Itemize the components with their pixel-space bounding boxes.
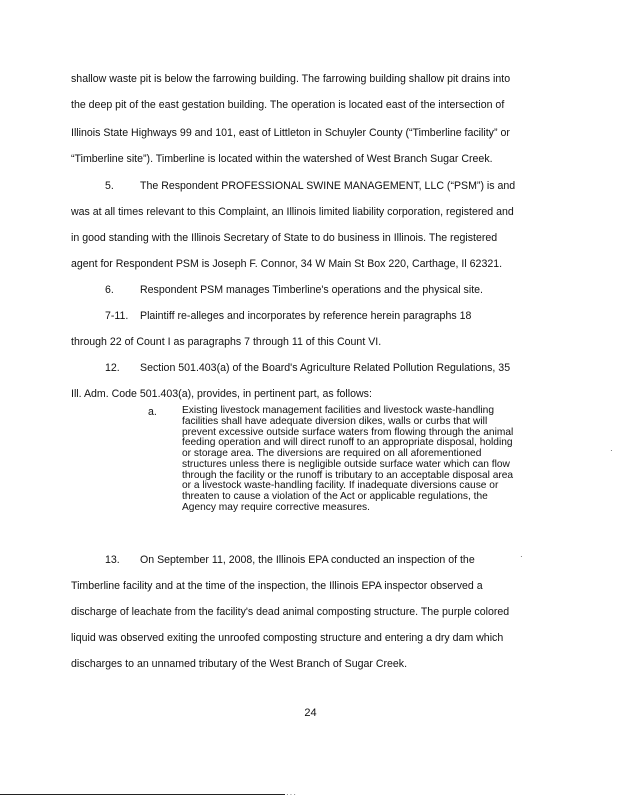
body-line: in good standing with the Illinois Secretary of State to do business in Illinois. The registered	[71, 232, 498, 244]
quote-line: through the facility or the runoff is tributary to an acceptable disposal area	[182, 469, 514, 481]
paragraph-number: 7-11.	[105, 310, 129, 322]
scan-artifact: ···	[286, 790, 297, 799]
body-line: discharge of leachate from the facility's dead animal composting structure. The purple colored	[71, 606, 510, 618]
body-line: through 22 of Count I as paragraphs 7 through 11 of this Count VI.	[71, 336, 382, 348]
footer-rule	[0, 794, 285, 795]
quote-line: or a livestock waste-handling facility. If inadequate diversions cause or	[182, 480, 499, 492]
quote-line: Existing livestock management facilities and livestock waste-handling	[182, 405, 495, 416]
quote-line: facilities shall have adequate diversion dikes, walls or curbs that will	[182, 415, 488, 427]
quote-line: or storage area. The diversions are required on all aforementioned	[182, 448, 482, 459]
quote-line: feeding operation and will direct runoff to an appropriate disposal, holding	[182, 437, 513, 449]
body-line: Respondent PSM manages Timberline's operations and the physical site.	[140, 284, 483, 296]
page-number: 24	[304, 707, 317, 719]
body-line: agent for Respondent PSM is Joseph F. Connor, 34 W Main St Box 220, Carthage, Il 62321.	[71, 258, 503, 270]
quote-line: prevent excessive outside surface waters from flowing through the animal	[182, 426, 514, 438]
body-line: “Timberline site”). Timberline is located within the watershed of West Branch Sugar Creek.	[71, 153, 493, 165]
body-line: liquid was observed exiting the unroofed composting structure and entering a dry dam which	[71, 632, 504, 644]
body-line: Section 501.403(a) of the Board's Agriculture Related Pollution Regulations, 35	[140, 362, 511, 374]
quote-marker: a.	[148, 406, 157, 418]
quote-line: Agency may require corrective measures.	[182, 501, 370, 513]
body-line: Illinois State Highways 99 and 101, east of Littleton in Schuyler County (“Timberline facility” or	[71, 127, 510, 139]
body-line: Ill. Adm. Code 501.403(a), provides, in pertinent part, as follows:	[71, 388, 372, 400]
block-quote	[182, 406, 537, 514]
paragraph-number: 12.	[105, 362, 120, 374]
body-line: On September 11, 2008, the Illinois EPA conducted an inspection of the	[140, 554, 475, 566]
quote-line: structures unless there is negligible outside surface water which can flow	[182, 458, 510, 470]
body-line: the deep pit of the east gestation building. The operation is located east of the intersection of	[71, 99, 505, 111]
body-line: Plaintiff re-alleges and incorporates by reference herein paragraphs 18	[140, 310, 472, 322]
paragraph-number: 13.	[105, 554, 120, 566]
body-line: shallow waste pit is below the farrowing building. The farrowing building shallow pit drains into	[71, 73, 511, 85]
paragraph-number: 6.	[105, 284, 114, 296]
body-line: The Respondent PROFESSIONAL SWINE MANAGEMENT, LLC (“PSM”) is and	[140, 180, 516, 192]
body-line: Timberline facility and at the time of the inspection, the Illinois EPA inspector observed a	[71, 580, 483, 592]
scan-speck: ·	[520, 552, 523, 561]
scan-speck: ·	[610, 446, 613, 455]
paragraph-number: 5.	[105, 180, 114, 192]
quote-line: threaten to cause a violation of the Act or applicable regulations, the	[182, 491, 488, 502]
body-line: discharges to an unnamed tributary of the West Branch of Sugar Creek.	[71, 658, 408, 670]
body-line: was at all times relevant to this Complaint, an Illinois limited liability corporation, registered and	[71, 206, 514, 218]
